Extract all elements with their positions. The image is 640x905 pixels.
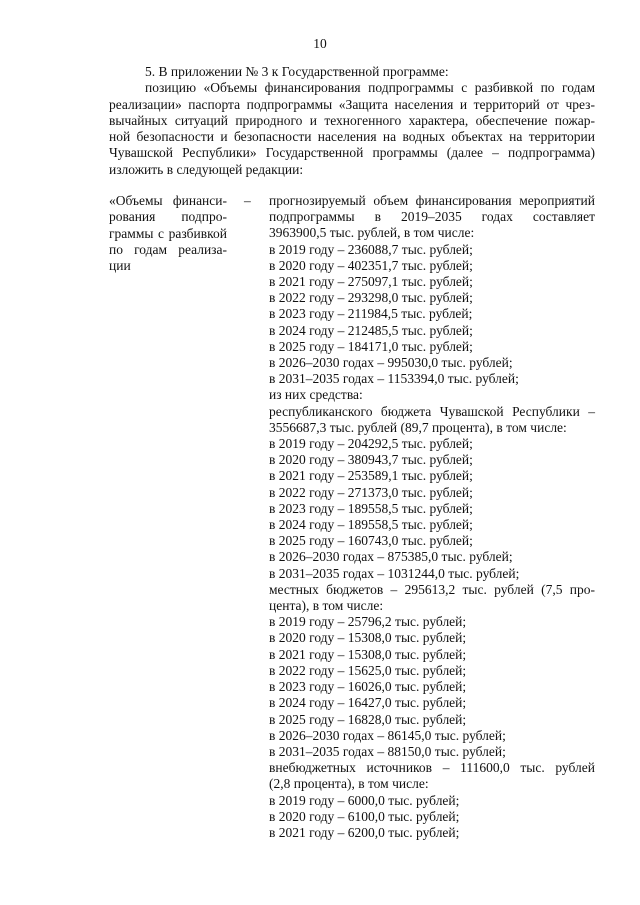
label-line: по годам реализа-	[109, 241, 227, 257]
label-line: рования подпро-	[109, 209, 227, 225]
funding-line: (2,8 процента), в том числе:	[269, 776, 429, 792]
funding-line: в 2021 году – 275097,1 тыс. рублей;	[269, 274, 473, 290]
intro-line: Чувашской Республики» Государственной программы (далее – подпрограмма)	[109, 145, 595, 161]
funding-line: в 2019 году – 236088,7 тыс. рублей;	[269, 241, 473, 257]
funding-line: в 2024 году – 16427,0 тыс. рублей;	[269, 695, 467, 711]
funding-line: в 2026–2030 годах – 875385,0 тыс. рублей;	[269, 549, 513, 565]
funding-line: в 2021 году – 253589,1 тыс. рублей;	[269, 468, 473, 484]
funding-line: в 2019 году – 6000,0 тыс. рублей;	[269, 792, 460, 808]
funding-line: в 2019 году – 25796,2 тыс. рублей;	[269, 614, 467, 630]
funding-details-cell	[269, 193, 595, 841]
intro-line: изложить в следующей редакции:	[109, 161, 304, 177]
label-dash: –	[244, 193, 251, 208]
page-number: 10	[313, 36, 327, 51]
label-line: ции	[109, 258, 131, 274]
funding-line: в 2024 году – 212485,5 тыс. рублей;	[269, 322, 473, 338]
funding-line: из них средства:	[269, 387, 363, 403]
funding-line: внебюджетных источников – 111600,0 тыс. рублей	[269, 760, 595, 776]
funding-line: в 2024 году – 189558,5 тыс. рублей;	[269, 517, 473, 533]
funding-line: в 2022 году – 15625,0 тыс. рублей;	[269, 662, 467, 678]
funding-line: в 2021 году – 6200,0 тыс. рублей;	[269, 824, 460, 840]
funding-line: в 2023 году – 211984,5 тыс. рублей;	[269, 306, 473, 322]
funding-line: в 2025 году – 184171,0 тыс. рублей;	[269, 338, 473, 354]
funding-line: в 2031–2035 годах – 1153394,0 тыс. рублей;	[269, 371, 519, 387]
funding-line: в 2022 году – 271373,0 тыс. рублей;	[269, 484, 473, 500]
funding-line: республиканского бюджета Чувашской Республики –	[269, 403, 595, 419]
funding-line: местных бюджетов – 295613,2 тыс. рублей (7,5 про-	[269, 581, 595, 597]
funding-line: в 2020 году – 15308,0 тыс. рублей;	[269, 630, 467, 646]
funding-line: в 2022 году – 293298,0 тыс. рублей;	[269, 290, 473, 306]
intro-line: вычайных ситуаций природного и техногенного характера, обеспечение пожар-	[109, 112, 595, 128]
label-line: граммы с разбивкой	[109, 225, 227, 241]
funding-line: 3556687,3 тыс. рублей (89,7 процента), в том числе:	[269, 419, 567, 435]
funding-line: 3963900,5 тыс. рублей, в том числе:	[269, 225, 475, 241]
funding-line: в 2031–2035 годах – 88150,0 тыс. рублей;	[269, 743, 506, 759]
funding-line: в 2023 году – 189558,5 тыс. рублей;	[269, 500, 473, 516]
intro-paragraph-item: 5. В приложении № 3 к Государственной программе:	[145, 64, 449, 79]
intro-paragraph-amendment	[109, 80, 595, 178]
funding-line: в 2020 году – 402351,7 тыс. рублей;	[269, 257, 473, 273]
funding-line: в 2020 году – 6100,0 тыс. рублей;	[269, 808, 460, 824]
funding-line: в 2019 году – 204292,5 тыс. рублей;	[269, 436, 473, 452]
funding-line: в 2026–2030 годах – 86145,0 тыс. рублей;	[269, 727, 506, 743]
funding-line: в 2026–2030 годах – 995030,0 тыс. рублей;	[269, 355, 513, 371]
funding-label-cell	[109, 193, 227, 274]
funding-line: в 2025 году – 16828,0 тыс. рублей;	[269, 711, 467, 727]
funding-line: в 2023 году – 16026,0 тыс. рублей;	[269, 679, 467, 695]
intro-line: реализации» паспорта подпрограммы «Защита населения и территорий от чрез-	[109, 96, 595, 112]
funding-line: прогнозируемый объем финансирования мероприятий	[269, 193, 595, 208]
funding-line: в 2020 году – 380943,7 тыс. рублей;	[269, 452, 473, 468]
funding-line: в 2021 году – 15308,0 тыс. рублей;	[269, 646, 467, 662]
intro-section	[109, 64, 595, 178]
funding-line: в 2031–2035 годах – 1031244,0 тыс. рублей;	[269, 565, 520, 581]
funding-line: цента), в том числе:	[269, 598, 384, 614]
intro-line: ной безопасности и безопасности населения на водных объектах на территории	[109, 129, 595, 145]
intro-line: позицию «Объемы финансирования подпрограммы с разбивкой по годам	[145, 80, 595, 96]
funding-line: в 2025 году – 160743,0 тыс. рублей;	[269, 533, 473, 549]
label-line: «Объемы финанси-	[109, 193, 227, 208]
funding-line: подпрограммы в 2019–2035 годах составляет	[269, 209, 595, 225]
